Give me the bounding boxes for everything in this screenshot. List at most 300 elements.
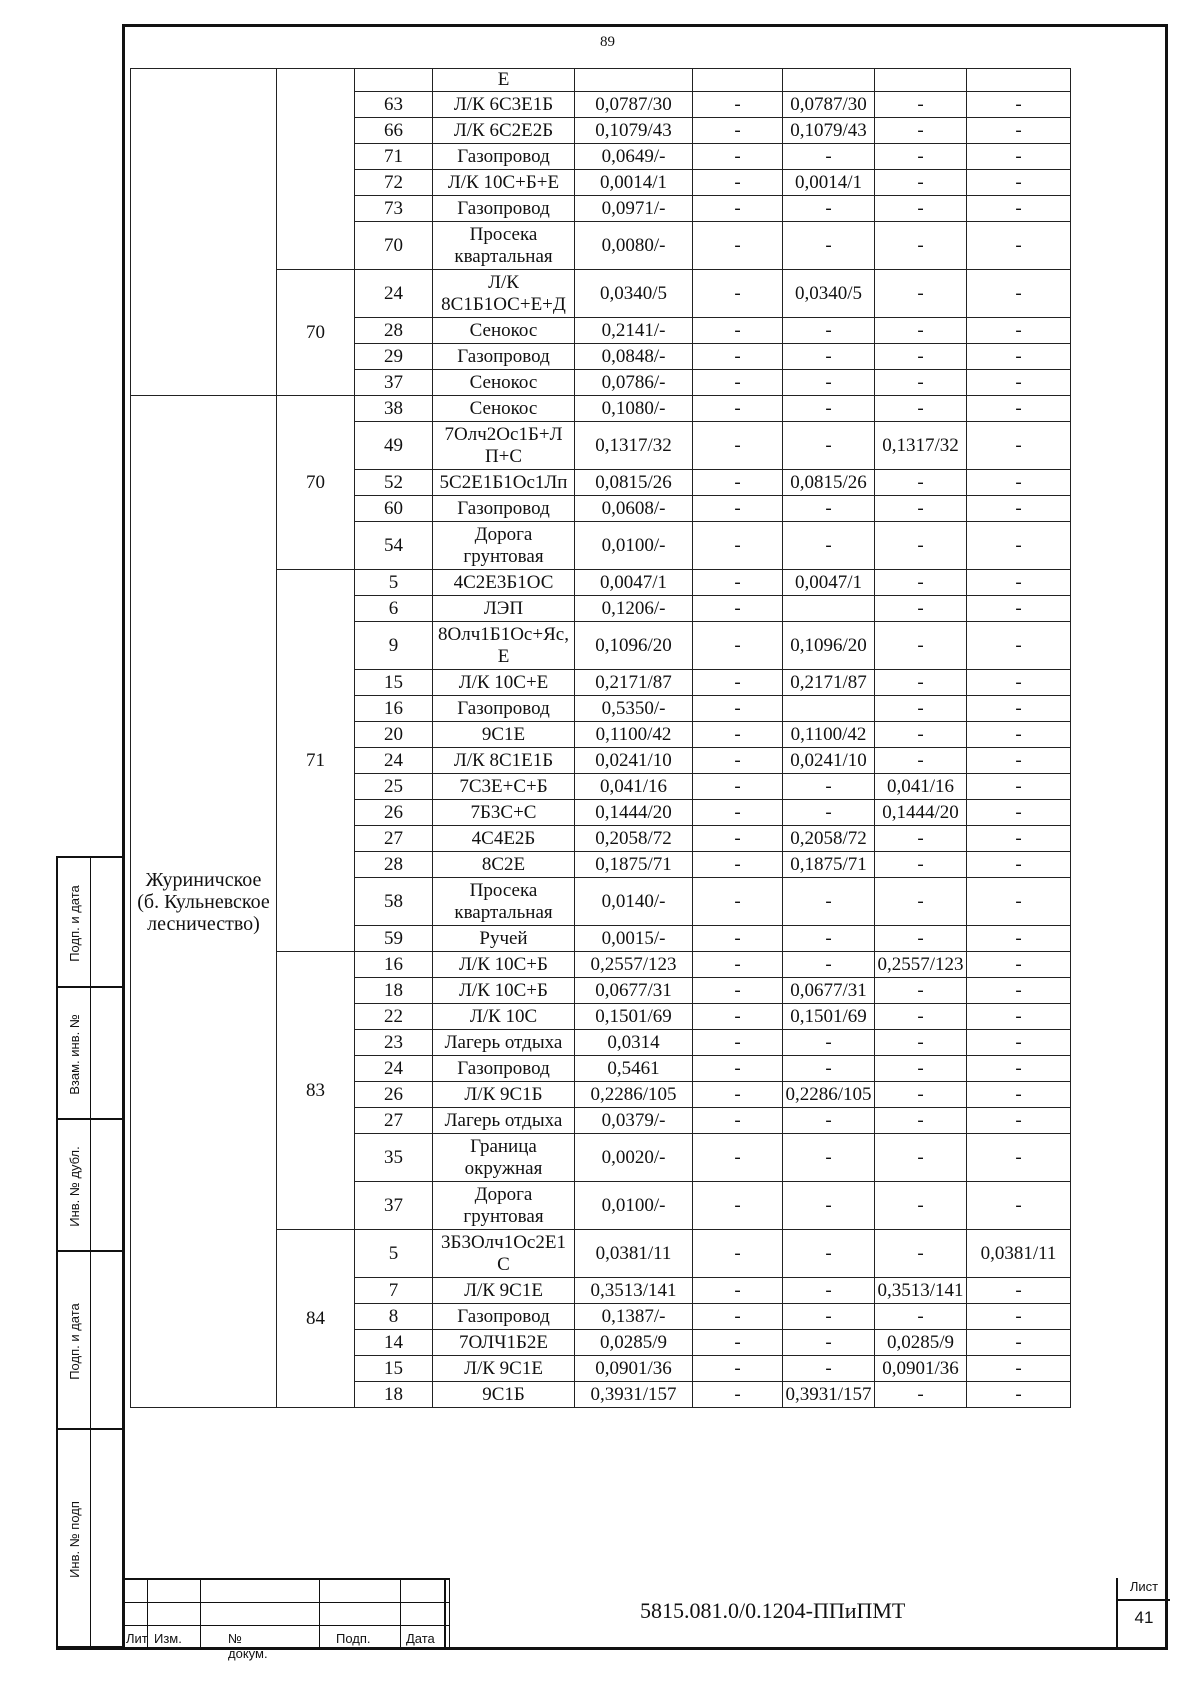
area-cell: -	[693, 1330, 783, 1356]
land-type-cell: Л/К 8С1Е1Б	[433, 748, 575, 774]
vydel-cell: 16	[355, 696, 433, 722]
land-type-cell: Е	[433, 69, 575, 92]
area-cell: -	[967, 1356, 1071, 1382]
area-cell: 0,0787/30	[575, 92, 693, 118]
side-strip-text: Подп. и дата	[67, 884, 83, 962]
vydel-cell: 26	[355, 1082, 433, 1108]
vydel-cell: 49	[355, 422, 433, 470]
area-cell: 0,0381/11	[967, 1230, 1071, 1278]
land-type-cell: Просека квартальная	[433, 878, 575, 926]
area-cell: -	[783, 1134, 875, 1182]
area-cell: 0,0285/9	[875, 1330, 967, 1356]
area-cell: 0,1096/20	[783, 622, 875, 670]
area-cell: -	[875, 370, 967, 396]
land-type-cell: 9С1Б	[433, 1382, 575, 1408]
area-cell: 0,0971/-	[575, 196, 693, 222]
area-cell: -	[783, 800, 875, 826]
vydel-cell: 16	[355, 952, 433, 978]
area-cell: 0,0649/-	[575, 144, 693, 170]
vydel-cell: 71	[355, 144, 433, 170]
area-cell: -	[967, 370, 1071, 396]
area-cell: 0,1206/-	[575, 596, 693, 622]
stamp-lit: Лит	[126, 1631, 148, 1646]
area-cell: 0,0100/-	[575, 522, 693, 570]
area-cell: -	[967, 852, 1071, 878]
area-cell: -	[967, 878, 1071, 926]
area-cell: -	[693, 826, 783, 852]
area-cell: -	[693, 1108, 783, 1134]
stamp-podp: Подп.	[336, 1631, 371, 1646]
data-table	[130, 68, 1071, 1408]
area-cell: 0,1079/43	[783, 118, 875, 144]
area-cell: -	[693, 852, 783, 878]
area-cell: -	[693, 144, 783, 170]
sheet-box	[1116, 1578, 1170, 1650]
area-cell: -	[693, 170, 783, 196]
area-cell: -	[967, 748, 1071, 774]
area-cell: -	[693, 422, 783, 470]
area-cell: 0,0241/10	[575, 748, 693, 774]
land-type-cell: Лагерь отдыха	[433, 1108, 575, 1134]
area-cell: -	[783, 1330, 875, 1356]
vydel-cell: 59	[355, 926, 433, 952]
area-cell: -	[783, 952, 875, 978]
vydel-cell: 37	[355, 370, 433, 396]
area-cell: -	[875, 926, 967, 952]
side-strip-blank	[91, 858, 124, 988]
vydel-cell: 18	[355, 1382, 433, 1408]
area-cell: -	[783, 1230, 875, 1278]
side-strip-blank	[91, 1430, 124, 1648]
area-cell: -	[693, 196, 783, 222]
area-cell: -	[693, 1134, 783, 1182]
vydel-cell: 28	[355, 318, 433, 344]
side-strip-label	[58, 1252, 91, 1430]
side-strip-label	[58, 1120, 91, 1252]
forestry-cell: Журиничское (б. Кульневское лесничество)	[131, 396, 277, 1408]
land-type-cell: Просека квартальная	[433, 222, 575, 270]
area-cell: -	[875, 1230, 967, 1278]
area-cell: -	[967, 170, 1071, 196]
area-cell: -	[967, 396, 1071, 422]
area-cell: -	[693, 92, 783, 118]
kvartal-cell	[277, 69, 355, 270]
forestry-cell	[131, 69, 277, 396]
side-strip-label	[58, 1430, 91, 1648]
table-row	[131, 396, 1071, 422]
area-cell: 0,0786/-	[575, 370, 693, 396]
area-cell: 0,1501/69	[783, 1004, 875, 1030]
area-cell: 0,0340/5	[575, 270, 693, 318]
vydel-cell: 18	[355, 978, 433, 1004]
area-cell: -	[693, 952, 783, 978]
area-cell	[783, 69, 875, 92]
land-type-cell: Лагерь отдыха	[433, 1030, 575, 1056]
area-cell: -	[967, 470, 1071, 496]
area-cell: -	[783, 222, 875, 270]
area-cell: -	[875, 1082, 967, 1108]
area-cell: -	[693, 774, 783, 800]
area-cell: -	[967, 826, 1071, 852]
vydel-cell: 5	[355, 570, 433, 596]
area-cell: -	[693, 1182, 783, 1230]
area-cell: -	[783, 1182, 875, 1230]
vydel-cell: 22	[355, 1004, 433, 1030]
vydel-cell: 72	[355, 170, 433, 196]
land-type-cell: Л/К 9С1Е	[433, 1356, 575, 1382]
area-cell: -	[693, 978, 783, 1004]
area-cell: -	[875, 570, 967, 596]
land-type-cell: Л/К 10С+Б+Е	[433, 170, 575, 196]
area-cell: -	[967, 222, 1071, 270]
area-cell: 0,2557/123	[875, 952, 967, 978]
side-strip-text: Взам. инв. №	[67, 1013, 83, 1095]
land-type-cell: Газопровод	[433, 144, 575, 170]
area-cell: -	[783, 1108, 875, 1134]
vydel-cell: 73	[355, 196, 433, 222]
area-cell: -	[693, 926, 783, 952]
area-cell: 0,2058/72	[783, 826, 875, 852]
table-row	[131, 69, 1071, 92]
area-cell: 0,3513/141	[875, 1278, 967, 1304]
area-cell: 0,0677/31	[575, 978, 693, 1004]
area-cell: 0,1100/42	[575, 722, 693, 748]
area-cell: -	[875, 344, 967, 370]
area-cell: 0,3931/157	[575, 1382, 693, 1408]
vydel-cell: 7	[355, 1278, 433, 1304]
vydel-cell: 58	[355, 878, 433, 926]
area-cell: 0,0314	[575, 1030, 693, 1056]
area-cell: -	[693, 596, 783, 622]
vydel-cell: 60	[355, 496, 433, 522]
area-cell: -	[967, 622, 1071, 670]
land-type-cell: Газопровод	[433, 1056, 575, 1082]
area-cell: 0,2171/87	[575, 670, 693, 696]
area-cell: 0,5461	[575, 1056, 693, 1082]
area-cell: 0,2058/72	[575, 826, 693, 852]
side-strip-text: Инв. № подп	[67, 1500, 83, 1578]
land-type-cell: Л/К 6С3Е1Б	[433, 92, 575, 118]
vydel-cell: 20	[355, 722, 433, 748]
area-cell: 0,0787/30	[783, 92, 875, 118]
area-cell: -	[693, 318, 783, 344]
area-cell: 0,1387/-	[575, 1304, 693, 1330]
land-type-cell: Газопровод	[433, 496, 575, 522]
area-cell: 0,0100/-	[575, 1182, 693, 1230]
area-cell: -	[693, 800, 783, 826]
area-cell: -	[967, 696, 1071, 722]
area-cell: -	[693, 1304, 783, 1330]
land-type-cell: 3Б3Олч1Ос2Е1 С	[433, 1230, 575, 1278]
area-cell: -	[783, 1304, 875, 1330]
area-cell: -	[967, 522, 1071, 570]
area-cell: -	[693, 370, 783, 396]
area-cell: -	[967, 92, 1071, 118]
land-type-cell: 9С1Е	[433, 722, 575, 748]
area-cell: -	[967, 1382, 1071, 1408]
vydel-cell: 66	[355, 118, 433, 144]
area-cell: -	[693, 270, 783, 318]
land-type-cell: Ручей	[433, 926, 575, 952]
area-cell: -	[967, 722, 1071, 748]
land-type-cell: Дорога грунтовая	[433, 522, 575, 570]
area-cell: -	[783, 396, 875, 422]
stamp-date: Дата	[406, 1631, 435, 1646]
area-cell: 0,0047/1	[575, 570, 693, 596]
vydel-cell: 25	[355, 774, 433, 800]
area-cell: -	[967, 570, 1071, 596]
area-cell: -	[967, 270, 1071, 318]
area-cell: -	[875, 92, 967, 118]
area-cell: -	[875, 852, 967, 878]
land-type-cell: 4С4Е2Б	[433, 826, 575, 852]
area-cell: -	[967, 800, 1071, 826]
vydel-cell: 5	[355, 1230, 433, 1278]
land-type-cell: Л/К 10С+Е	[433, 670, 575, 696]
area-cell	[783, 696, 875, 722]
area-cell: -	[875, 748, 967, 774]
area-cell: -	[693, 696, 783, 722]
area-cell	[575, 69, 693, 92]
area-cell: 0,1317/32	[575, 422, 693, 470]
area-cell: -	[783, 774, 875, 800]
side-strip	[56, 856, 122, 1650]
area-cell: -	[783, 1056, 875, 1082]
land-type-cell: 7С3Е+С+Б	[433, 774, 575, 800]
land-type-cell: 7Б3С+С	[433, 800, 575, 826]
area-cell: -	[875, 978, 967, 1004]
area-cell	[783, 596, 875, 622]
area-cell: -	[783, 196, 875, 222]
area-cell	[693, 69, 783, 92]
area-cell: -	[693, 496, 783, 522]
kvartal-cell: 83	[277, 952, 355, 1230]
area-cell: 0,3931/157	[783, 1382, 875, 1408]
area-cell: -	[783, 522, 875, 570]
area-cell: -	[967, 978, 1071, 1004]
area-cell: -	[875, 1182, 967, 1230]
area-cell: -	[875, 878, 967, 926]
area-cell: -	[967, 422, 1071, 470]
area-cell: -	[967, 196, 1071, 222]
area-cell: -	[967, 1004, 1071, 1030]
area-cell: -	[875, 722, 967, 748]
area-cell: 0,0020/-	[575, 1134, 693, 1182]
land-type-cell: Л/К 8С1Б1ОС+Е+Д	[433, 270, 575, 318]
area-cell: -	[693, 748, 783, 774]
area-cell: -	[693, 222, 783, 270]
area-cell: 0,1875/71	[575, 852, 693, 878]
area-cell: -	[967, 1330, 1071, 1356]
area-cell: -	[967, 1278, 1071, 1304]
side-strip-text: Инв. № дубл.	[67, 1145, 83, 1227]
area-cell: -	[967, 496, 1071, 522]
area-cell: 0,0241/10	[783, 748, 875, 774]
area-cell: -	[693, 878, 783, 926]
area-cell: -	[875, 396, 967, 422]
area-cell: -	[693, 1004, 783, 1030]
land-type-cell: 7ОЛЧ1Б2Е	[433, 1330, 575, 1356]
sheet-number: 41	[1134, 1608, 1154, 1627]
area-cell: 0,0848/-	[575, 344, 693, 370]
side-strip-label	[58, 858, 91, 988]
side-strip-label	[58, 988, 91, 1120]
land-type-cell: Дорога грунтовая	[433, 1182, 575, 1230]
area-cell: 0,0014/1	[575, 170, 693, 196]
area-cell: -	[783, 878, 875, 926]
vydel-cell: 9	[355, 622, 433, 670]
sheet-label: Лист	[1118, 1579, 1170, 1601]
land-type-cell: 4С2Е3Б1ОС	[433, 570, 575, 596]
area-cell: -	[783, 422, 875, 470]
area-cell: -	[875, 1382, 967, 1408]
area-cell: -	[967, 596, 1071, 622]
area-cell: -	[875, 470, 967, 496]
vydel-cell: 29	[355, 344, 433, 370]
area-cell: 0,0901/36	[875, 1356, 967, 1382]
land-type-cell: 8С2Е	[433, 852, 575, 878]
area-cell: -	[967, 144, 1071, 170]
area-cell: 0,1100/42	[783, 722, 875, 748]
vydel-cell: 24	[355, 748, 433, 774]
vydel-cell: 28	[355, 852, 433, 878]
land-type-cell: ЛЭП	[433, 596, 575, 622]
vydel-cell: 24	[355, 1056, 433, 1082]
vydel-cell: 14	[355, 1330, 433, 1356]
area-cell: -	[693, 344, 783, 370]
area-cell: -	[875, 596, 967, 622]
area-cell: -	[693, 470, 783, 496]
vydel-cell: 15	[355, 670, 433, 696]
area-cell: -	[783, 926, 875, 952]
area-cell: -	[967, 670, 1071, 696]
land-type-cell: Л/К 6С2Е2Б	[433, 118, 575, 144]
land-type-cell: Л/К 10С+Б	[433, 978, 575, 1004]
area-cell: 0,2141/-	[575, 318, 693, 344]
document-number: 5815.081.0/0.1204-ППиПМТ	[640, 1598, 906, 1623]
vydel-cell: 8	[355, 1304, 433, 1330]
area-cell: 0,0677/31	[783, 978, 875, 1004]
area-cell: -	[693, 570, 783, 596]
area-cell: 0,3513/141	[575, 1278, 693, 1304]
vydel-cell: 37	[355, 1182, 433, 1230]
area-cell: -	[967, 1108, 1071, 1134]
land-type-cell: Сенокос	[433, 318, 575, 344]
area-cell: -	[693, 670, 783, 696]
area-cell: -	[783, 496, 875, 522]
vydel-cell: 38	[355, 396, 433, 422]
area-cell: -	[967, 1182, 1071, 1230]
area-cell: -	[693, 1278, 783, 1304]
area-cell: 0,2286/105	[783, 1082, 875, 1108]
area-cell: 0,1875/71	[783, 852, 875, 878]
area-cell: -	[693, 1356, 783, 1382]
vydel-cell: 15	[355, 1356, 433, 1382]
area-cell: 0,2557/123	[575, 952, 693, 978]
area-cell: -	[875, 170, 967, 196]
area-cell: -	[875, 222, 967, 270]
area-cell: 0,0014/1	[783, 170, 875, 196]
vydel-cell: 70	[355, 222, 433, 270]
area-cell: 0,0015/-	[575, 926, 693, 952]
area-cell: -	[783, 344, 875, 370]
area-cell: 0,1079/43	[575, 118, 693, 144]
area-cell: -	[875, 522, 967, 570]
area-cell: -	[967, 952, 1071, 978]
land-type-cell: 8Олч1Б1Ос+Яс, Е	[433, 622, 575, 670]
area-cell: 0,2171/87	[783, 670, 875, 696]
land-type-cell: Газопровод	[433, 1304, 575, 1330]
area-cell: 0,1080/-	[575, 396, 693, 422]
vydel-cell: 54	[355, 522, 433, 570]
area-cell: -	[875, 826, 967, 852]
area-cell: -	[783, 1030, 875, 1056]
area-cell: -	[967, 1304, 1071, 1330]
area-cell: 0,041/16	[875, 774, 967, 800]
area-cell: -	[875, 1004, 967, 1030]
area-cell: -	[693, 1030, 783, 1056]
land-type-cell: Л/К 9С1Б	[433, 1082, 575, 1108]
area-cell: 0,0608/-	[575, 496, 693, 522]
area-cell: -	[875, 1030, 967, 1056]
area-cell: -	[875, 670, 967, 696]
area-cell: -	[875, 496, 967, 522]
land-type-cell: Граница окружная	[433, 1134, 575, 1182]
land-type-cell: 5С2Е1Б1Ос1Лп	[433, 470, 575, 496]
land-type-cell: Л/К 9С1Е	[433, 1278, 575, 1304]
area-cell: -	[967, 344, 1071, 370]
vydel-cell: 35	[355, 1134, 433, 1182]
land-type-cell: Сенокос	[433, 370, 575, 396]
area-cell: 0,0901/36	[575, 1356, 693, 1382]
kvartal-cell: 71	[277, 570, 355, 952]
land-type-cell: Л/К 10С+Б	[433, 952, 575, 978]
area-cell: 0,1444/20	[575, 800, 693, 826]
area-cell: -	[875, 196, 967, 222]
area-cell: -	[967, 118, 1071, 144]
area-cell: -	[693, 1382, 783, 1408]
vydel-cell: 27	[355, 1108, 433, 1134]
area-cell	[967, 69, 1071, 92]
vydel-cell: 52	[355, 470, 433, 496]
land-type-cell: Сенокос	[433, 396, 575, 422]
area-cell: 0,1501/69	[575, 1004, 693, 1030]
area-cell: 0,0815/26	[783, 470, 875, 496]
area-cell: -	[967, 1056, 1071, 1082]
vydel-cell	[355, 69, 433, 92]
area-cell: 0,1444/20	[875, 800, 967, 826]
vydel-cell: 6	[355, 596, 433, 622]
area-cell: -	[875, 1134, 967, 1182]
area-cell: -	[967, 318, 1071, 344]
area-cell: -	[693, 396, 783, 422]
area-cell: -	[875, 622, 967, 670]
side-strip-text: Подп. и дата	[67, 1302, 83, 1380]
area-cell: -	[875, 1304, 967, 1330]
area-cell: -	[693, 118, 783, 144]
area-cell: 0,0340/5	[783, 270, 875, 318]
area-cell: 0,5350/-	[575, 696, 693, 722]
area-cell: -	[783, 318, 875, 344]
area-cell: 0,1317/32	[875, 422, 967, 470]
land-type-cell: Газопровод	[433, 344, 575, 370]
area-cell	[875, 69, 967, 92]
area-cell: -	[875, 1056, 967, 1082]
area-cell: -	[693, 522, 783, 570]
vydel-cell: 24	[355, 270, 433, 318]
land-type-cell: Газопровод	[433, 696, 575, 722]
area-cell: -	[783, 370, 875, 396]
